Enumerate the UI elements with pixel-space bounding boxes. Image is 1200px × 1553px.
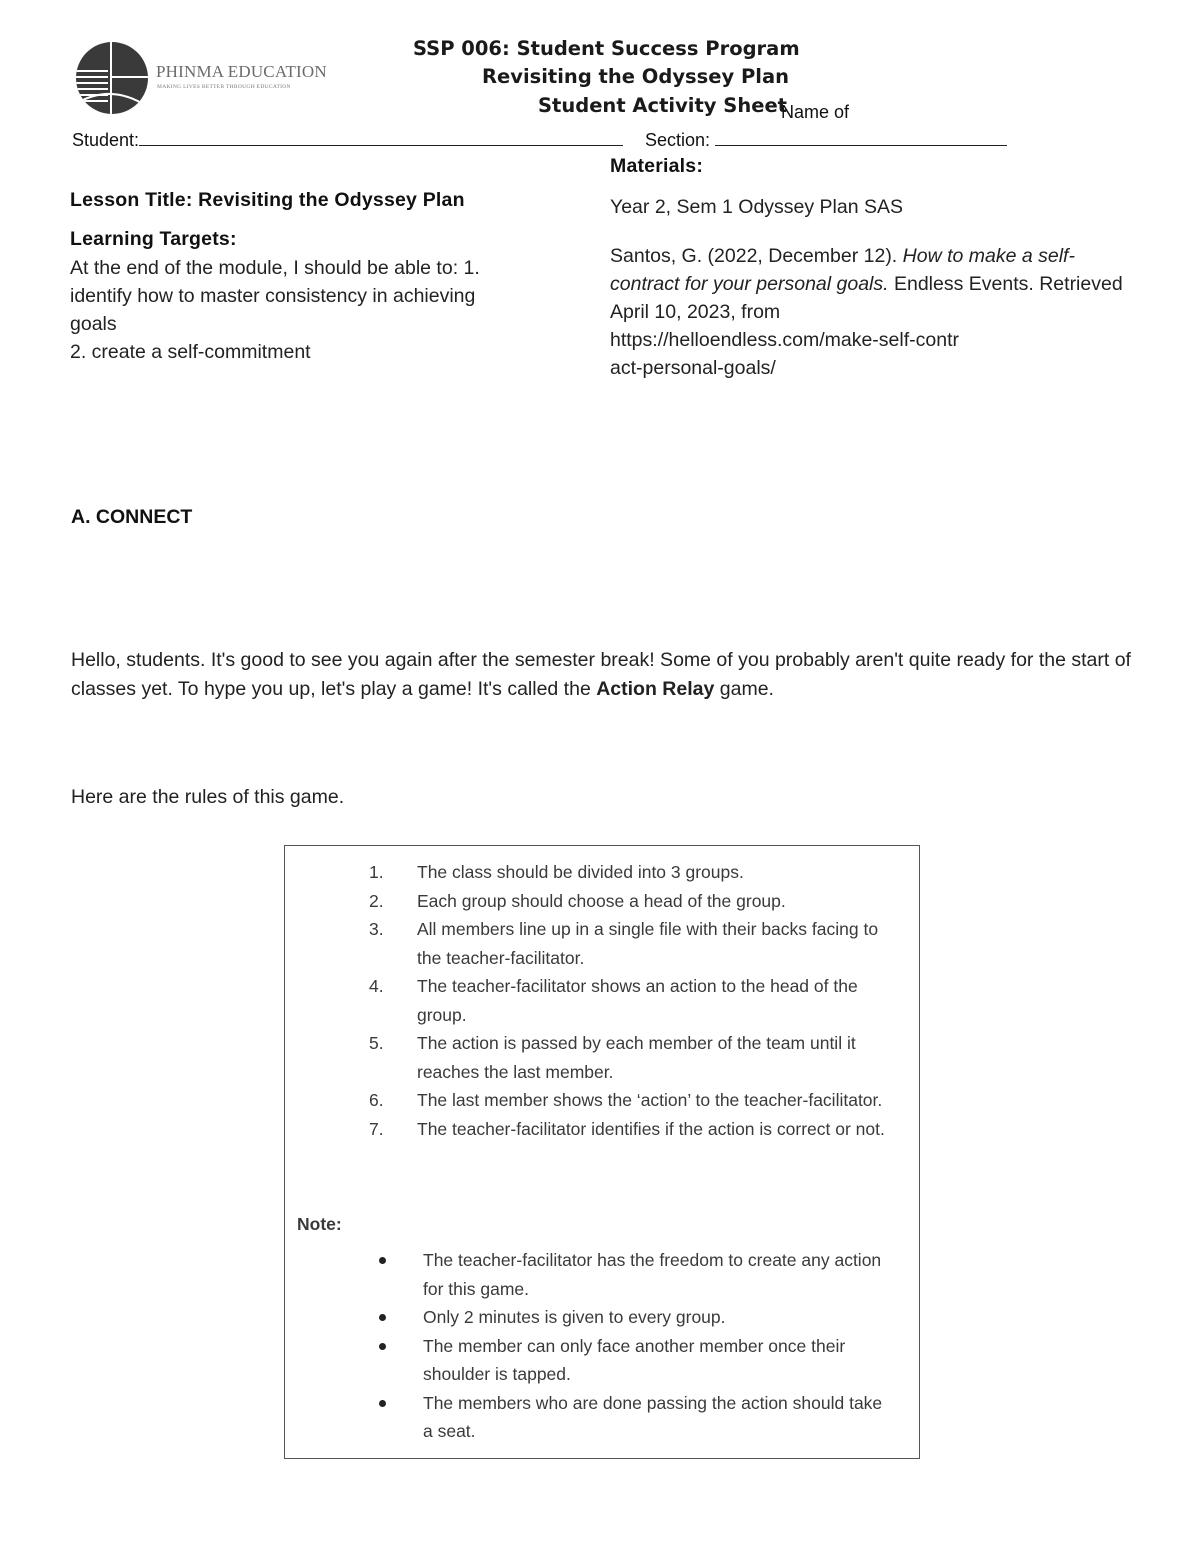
rule-text: Each group should choose a head of the group.	[417, 890, 786, 911]
rule-item	[285, 972, 892, 1029]
bullet-icon	[379, 1257, 386, 1264]
rule-item	[285, 915, 892, 972]
bullet-icon	[379, 1400, 386, 1407]
intro-text-end: game.	[714, 677, 774, 700]
rules-intro: Here are the rules of this game.	[71, 786, 345, 808]
rule-number: 6.	[369, 1090, 384, 1110]
learning-targets-line: goals	[70, 313, 117, 335]
rules-list	[285, 858, 919, 1143]
note-text: The member can only face another member once their shoulder is tapped.	[423, 1335, 846, 1384]
section-label: Section:	[645, 130, 711, 150]
reference-url[interactable]: act-personal-goals/	[610, 357, 776, 379]
rule-number: 7.	[369, 1118, 384, 1139]
logo-name: PHINMA EDUCATION	[156, 62, 327, 81]
materials-heading: Materials:	[610, 155, 704, 177]
rules-box	[284, 845, 920, 1459]
student-name-line[interactable]	[139, 126, 623, 146]
rule-number: 5.	[369, 1033, 384, 1053]
student-field	[72, 126, 623, 151]
rule-item	[285, 1029, 892, 1086]
name-of-label: Name of	[781, 102, 850, 122]
lesson-title: Lesson Title: Revisiting the Odyssey Plan	[70, 189, 465, 211]
rule-number: 4.	[369, 976, 384, 996]
rule-text: The last member shows the ‘action’ to the teacher-facilitator.	[417, 1090, 883, 1110]
learning-targets-body	[70, 254, 570, 366]
title-line-3: Student Activity Sheet	[538, 94, 787, 117]
note-item	[285, 1389, 893, 1446]
rule-text: The class should be divided into 3 groups.	[417, 862, 744, 882]
learning-targets-heading: Learning Targets:	[70, 228, 237, 250]
note-text: The members who are done passing the action should take a seat.	[423, 1392, 883, 1441]
student-label: Student:	[72, 130, 140, 150]
note-item	[285, 1246, 893, 1303]
note-text: The teacher-facilitator has the freedom to create any action for this game.	[423, 1250, 882, 1299]
learning-targets-line: At the end of the module, I should be able to: 1.	[70, 257, 480, 279]
note-label: Note:	[297, 1214, 342, 1234]
connect-intro	[71, 646, 1141, 703]
reference-url[interactable]: https://helloendless.com/make-self-contr	[610, 329, 959, 351]
material-item: Year 2, Sem 1 Odyssey Plan SAS	[610, 196, 904, 218]
note-item	[285, 1303, 893, 1332]
title-line-2: Revisiting the Odyssey Plan	[482, 65, 789, 88]
phinma-logo	[72, 40, 332, 120]
rule-item	[285, 1086, 892, 1115]
reference-source: Endless Events. Retrieved April 10, 2023, from	[610, 273, 1123, 323]
reference-author: Santos, G. (2022, December 12).	[610, 245, 903, 267]
game-name: Action Relay	[596, 677, 715, 700]
rule-number: 2.	[369, 890, 384, 911]
bullet-icon	[379, 1314, 386, 1321]
rule-text: The action is passed by each member of the team until it reaches the last member.	[417, 1033, 856, 1082]
note-text: Only 2 minutes is given to every group.	[423, 1307, 726, 1327]
rule-text: All members line up in a single file with their backs facing to the teacher-facilitator.	[417, 919, 879, 968]
globe-logo-icon	[72, 40, 152, 120]
reference-title: How to make a self-contract for your personal goals.	[610, 245, 1075, 295]
section-line[interactable]	[715, 126, 1007, 146]
reference-citation	[610, 242, 1135, 382]
learning-targets-line: identify how to master consistency in achieving	[70, 285, 476, 307]
bullet-icon	[379, 1343, 386, 1350]
logo-tagline: MAKING LIVES BETTER THROUGH EDUCATION	[157, 84, 291, 90]
rule-item	[285, 887, 892, 916]
title-line-1: SSP 006: Student Success Program	[413, 37, 800, 60]
note-item	[285, 1332, 893, 1389]
rule-number: 3.	[369, 919, 384, 939]
rule-number: 1.	[369, 862, 384, 882]
rule-text: The teacher-facilitator identifies if the action is correct or not.	[417, 1118, 885, 1139]
section-heading-connect: A. CONNECT	[71, 506, 193, 528]
learning-targets-line: 2. create a self-commitment	[70, 341, 311, 363]
notes-list	[285, 1246, 919, 1446]
rule-text: The teacher-facilitator shows an action to the head of the group.	[417, 976, 858, 1025]
rule-item	[285, 858, 892, 887]
section-field	[645, 126, 1007, 151]
rule-item	[285, 1115, 892, 1144]
intro-text: Hello, students. It's good to see you again after the semester break! Some of you probably aren't quite ready for the start of classes yet. To hype you up, let's play a game! It's called the	[71, 649, 1131, 700]
